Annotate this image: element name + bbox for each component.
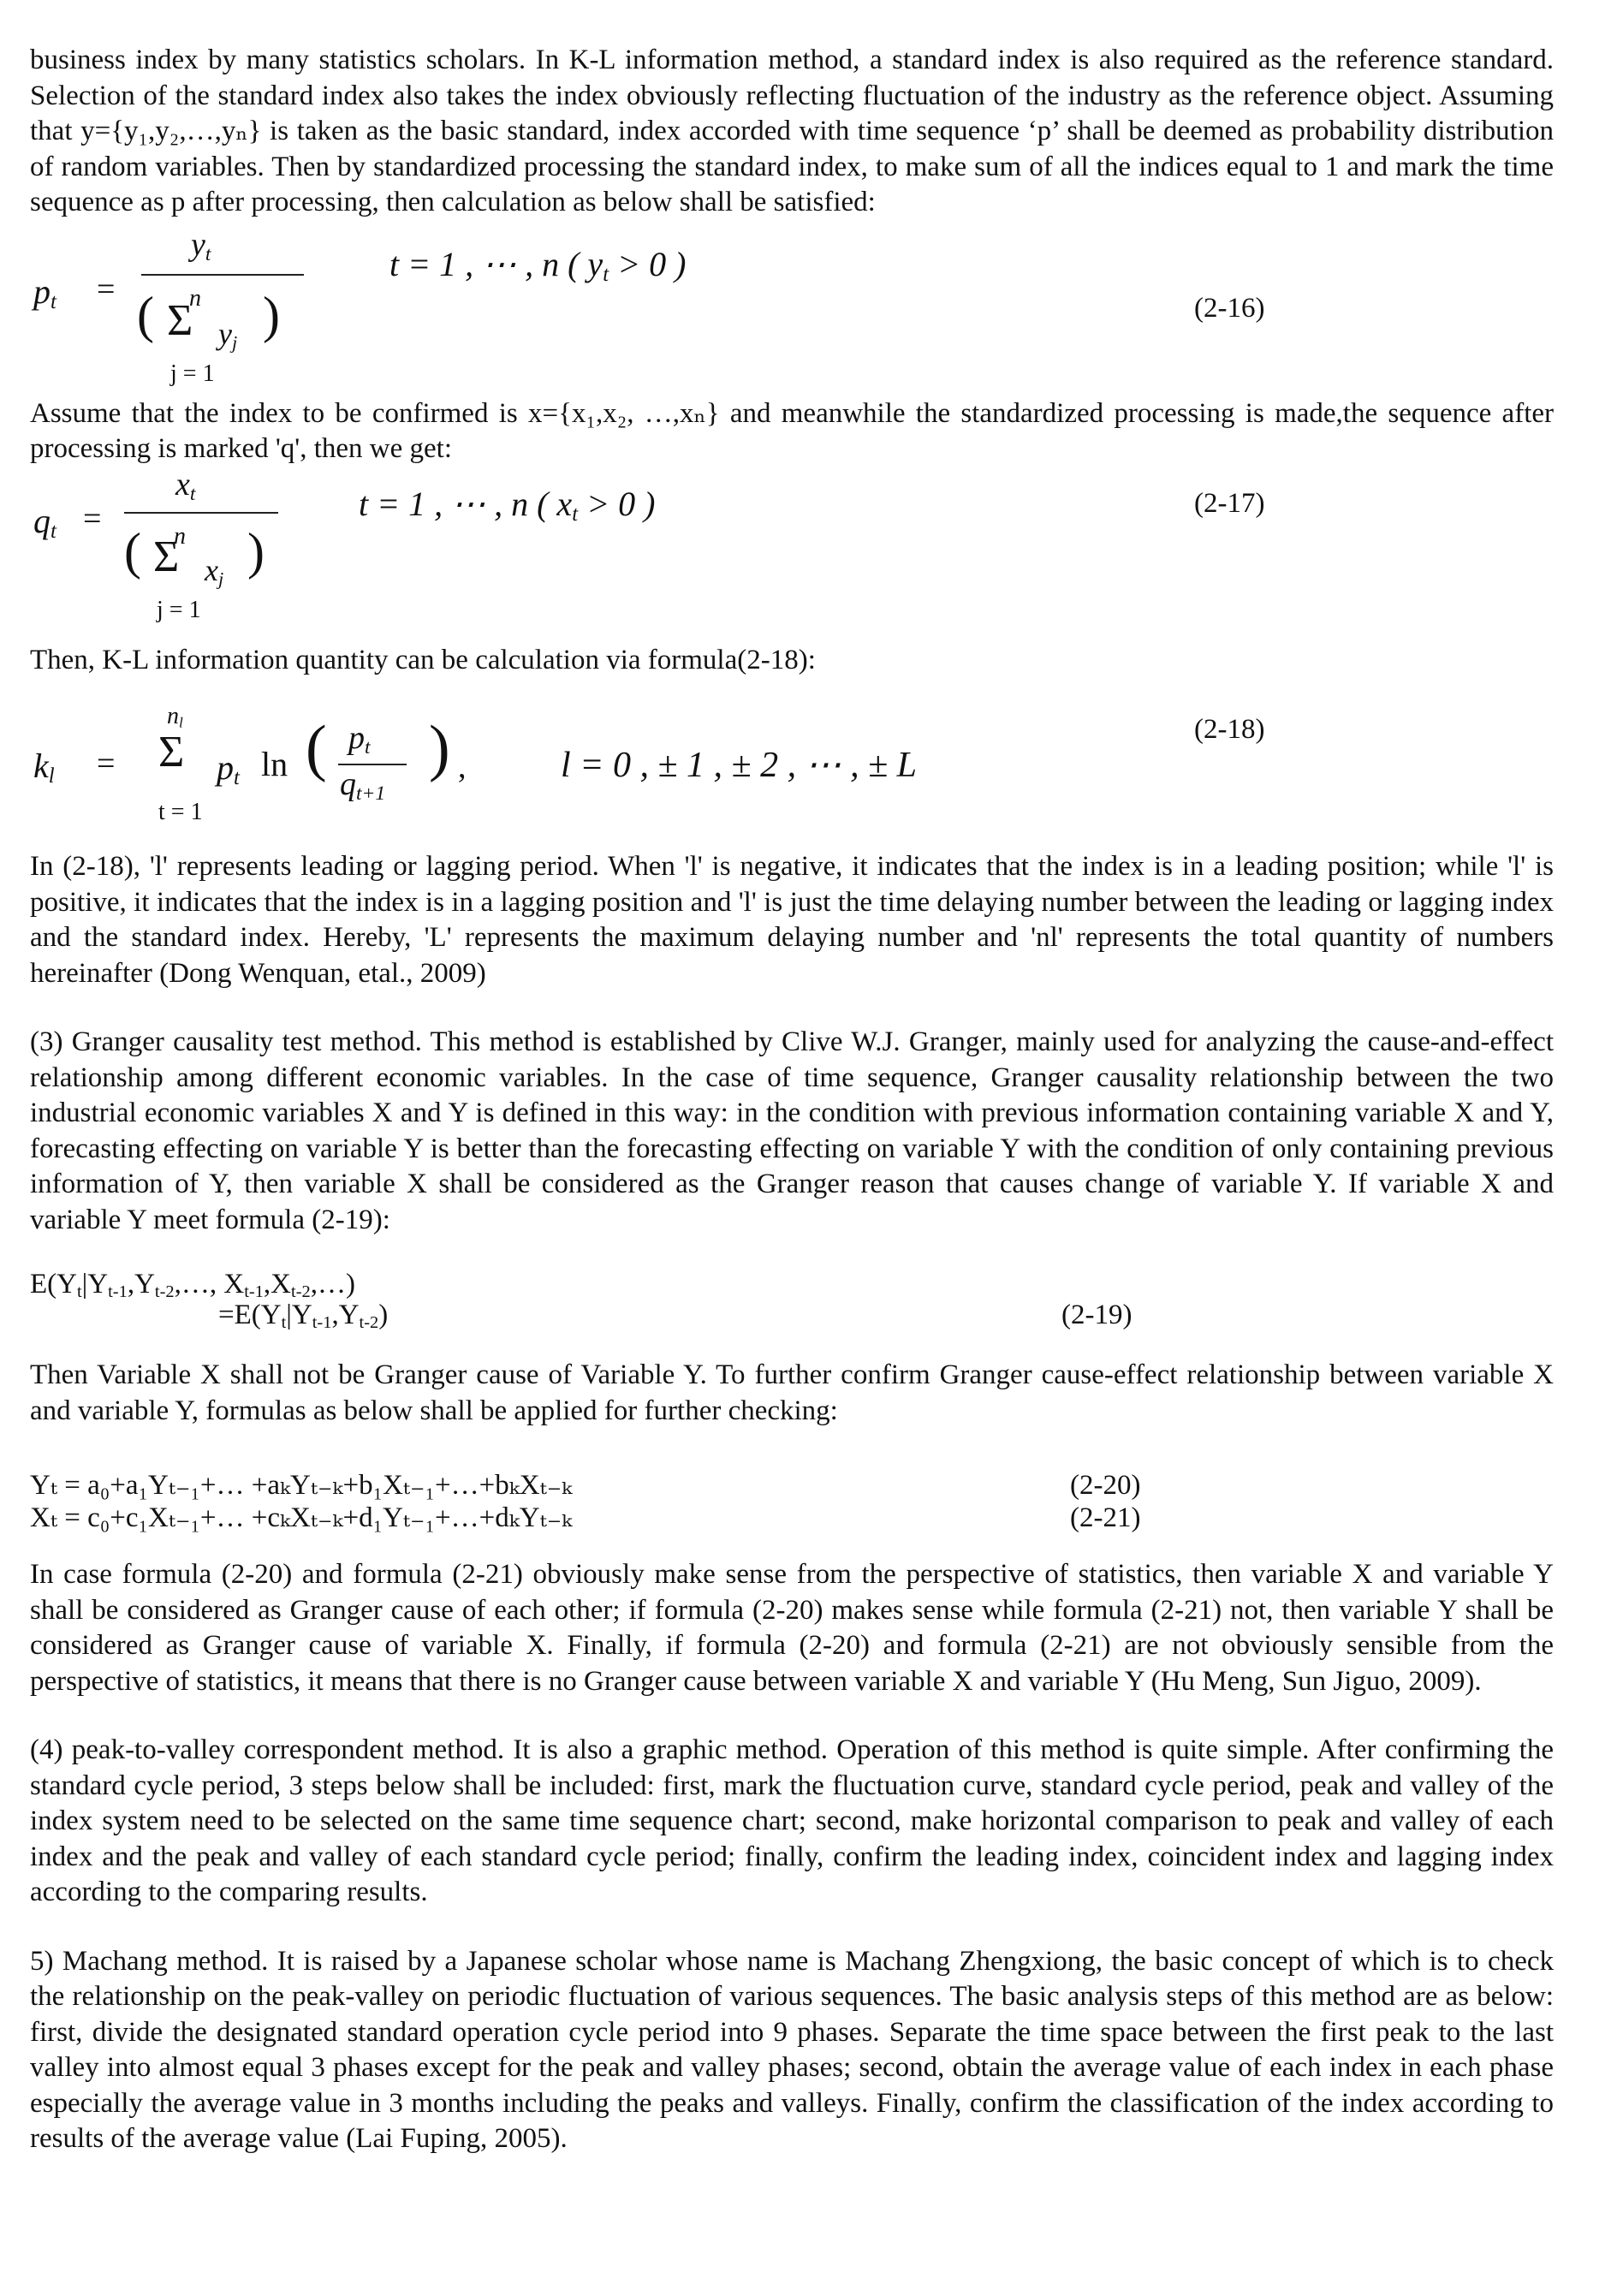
eq220-formula: Yₜ = a₀+a₁Yₜ₋₁+… +aₖYₜ₋ₖ+b₁Xₜ₋₁+…+bₖXₜ₋ₖ (30, 1470, 573, 1501)
eq216-sum-lower: j = 1 (170, 360, 215, 387)
eq217-numerator: $x_t$ (175, 466, 196, 505)
eq217-lhs: $q_t$ (33, 501, 56, 543)
eq216-condition: t = 1 , ⋯ , n ( $y_t > 0$ ) (389, 244, 687, 286)
eq216-open-paren: ( (137, 286, 154, 343)
eq218-body: $p_t$ (217, 748, 240, 790)
paragraph-leading-lagging: In (2-18), 'l' represents leading or lagging period. When 'l' is negative, it indicates that the index is in a leading position; while 'l' is positive, it indicates that the index is in a lagging position and 'l' is just the time delaying number between the leading or lagging index and the standard index. Hereby, 'L' represents the maximum delaying number and 'nl' represents the total quantity of numbers hereinafter (Dong Wenquan, etal., 2009) (30, 851, 1554, 989)
paragraph-peak-to-valley: (4) peak-to-valley correspondent method. It is also a graphic method. Operation of this method is quite simple. After confirming the standard cycle period, 3 steps below shall be included: first, mark the fluctuation curve, standard cycle period, peak and valley of the index system need to be selected on the same time sequence chart; second, make horizontal comparison to peak and valley of each index and the peak and valley of each standard cycle period; finally, confirm the leading index, coincident index and lagging index according to the comparing results. (30, 1734, 1554, 1907)
eq216-numerator: $y_t$ (191, 226, 211, 265)
equation-2-18 (30, 678, 1554, 849)
eq220-number: (2-20) (1070, 1470, 1141, 1501)
eq216-fraction-bar (141, 274, 304, 276)
eq218-equals: = (97, 746, 116, 782)
eq218-close-paren: ) (429, 713, 450, 783)
eq218-ln: ln (261, 745, 288, 783)
eq218-range: l = 0 , ± 1 , ± 2 , ⋯ , ± L (561, 746, 918, 785)
equation-2-17 (30, 467, 1554, 643)
eq217-sum-lower: j = 1 (157, 596, 201, 623)
eq217-sigma: Σ (153, 532, 180, 581)
eq218-number: (2-18) (1194, 714, 1265, 745)
eq216-number: (2-16) (1194, 292, 1265, 324)
eq216-close-paren: ) (263, 286, 280, 343)
eq221-number: (2-21) (1070, 1502, 1141, 1533)
eq218-sigma: Σ (158, 728, 185, 776)
eq218-lhs: $k_l$ (33, 746, 55, 788)
eq218-sum-upper: $n_l$ (167, 703, 183, 731)
paragraph-granger-cause: In case formula (2-20) and formula (2-21) obviously make sense from the perspective of statistics, then variable X and variable Y shall be considered as Granger cause of each other; if formula (2-20) makes sense while formula (2-21) not, then variable Y shall be considered as Granger cause of variable X. Finally, if formula (2-20) and formula (2-21) are not obviously sensible from the perspective of statistics, it means that there is no Granger cause between variable X and variable Y (Hu Meng, Sun Jiguo, 2009). (30, 1559, 1554, 1697)
eq218-open-paren: ( (306, 713, 327, 783)
paragraph-kl-intro: business index by many statistics scholars. In K-L information method, a standard index is also required as the reference standard. Selection of the standard index also takes the index obviously reflecting fluctuation of the industry as the reference object. Assuming that y={y₁,y₂,…,yₙ} is taken as the basic standard, index accorded with time sequence ‘p’ shall be deemed as probability distribution of random variables. Then by standardized processing the standard index, to make sum of all the indices equal to 1 and mark the time sequence as p after processing, then calculation as below shall be satisfied: (30, 45, 1554, 217)
eq217-sum-upper: n (174, 522, 186, 550)
eq216-denominator-var: $y_j$ (218, 316, 238, 354)
eq217-denominator-var: $x_j$ (205, 552, 224, 590)
paragraph-kl-quantity: Then, K-L information quantity can be calculation via formula(2-18): (30, 644, 816, 675)
eq218-comma: , (458, 749, 467, 785)
paragraph-machang-method: 5) Machang method. It is raised by a Japanese scholar whose name is Machang Zhengxiong, the basic concept of which is to check the relationship on the peak-valley on periodic fluctuation of various sequences. The basic analysis steps of this method are as below: first, divide the designated standard operation cycle period into 9 phases. Separate the time space between the first peak to the last valley into almost equal 3 phases except for the peak and valley phases; second, obtain the average value of each index in each phase especially the average value in 3 months including the peaks and valleys. Finally, confirm the classification of the index according to results of the average value (Lai Fuping, 2005). (30, 1945, 1554, 2154)
eq219-line1: $E(Y_t|Y_{t-1},Y_{t-2},\dots$, $X_{t-1},X_{t-2},\dots$) (30, 1269, 355, 1302)
equation-2-19 (30, 1238, 1554, 1358)
eq218-sum-lower: t = 1 (158, 799, 203, 825)
eq217-close-paren: ) (247, 522, 265, 580)
paragraph-index-confirmed: Assume that the index to be confirmed is x={x₁,x₂, …,xₙ} and meanwhile the standardized processing is made,the sequence after processing is marked 'q', then we get: (30, 397, 1554, 464)
eq216-equals: = (97, 271, 116, 307)
eq219-number: (2-19) (1061, 1300, 1133, 1330)
eq217-equals: = (83, 500, 102, 537)
eq217-number: (2-17) (1194, 487, 1265, 519)
equation-2-20-2-21 (30, 1429, 1554, 1557)
eq217-condition: t = 1 , ⋯ , n ( $x_t > 0$ ) (359, 484, 656, 526)
paragraph-further-checking: Then Variable X shall not be Granger cause of Variable Y. To further confirm Granger cause-effect relationship between variable X and variable Y, formulas as below shall be applied for further checking: (30, 1359, 1554, 1426)
eq216-sigma: Σ (167, 295, 193, 345)
document-page (30, 43, 1554, 2157)
paragraph-granger-method: (3) Granger causality test method. This method is established by Clive W.J. Granger, mainly used for analyzing the cause-and-effect relationship among different economic variables. In the case of time sequence, Granger causality relationship between the two industrial economic variables X and Y is defined in this way: in the condition with previous information containing variable X and Y, forecasting effecting on variable Y is better than the forecasting effecting on variable Y with the condition of only containing previous information of Y, then variable X shall be considered as the Granger reason that causes change of variable Y. If variable X and variable Y meet formula (2-19): (30, 1026, 1554, 1235)
eq219-line2: $=E(Y_t|Y_{t-1},Y_{t-2})$ (218, 1300, 389, 1333)
eq217-fraction-bar (124, 512, 278, 514)
equation-2-16 (30, 221, 1554, 396)
eq218-fraction-bar (338, 764, 407, 765)
eq218-frac-numerator: $p_t$ (348, 720, 371, 758)
eq216-lhs: $p_t$ (33, 271, 56, 313)
eq218-frac-denominator: $q_{t+1}$ (340, 766, 386, 805)
eq216-sum-upper: n (189, 284, 201, 312)
eq217-open-paren: ( (124, 522, 141, 580)
eq221-formula: Xₜ = c₀+c₁Xₜ₋₁+… +cₖXₜ₋ₖ+d₁Yₜ₋₁+…+dₖYₜ₋ₖ (30, 1502, 573, 1533)
